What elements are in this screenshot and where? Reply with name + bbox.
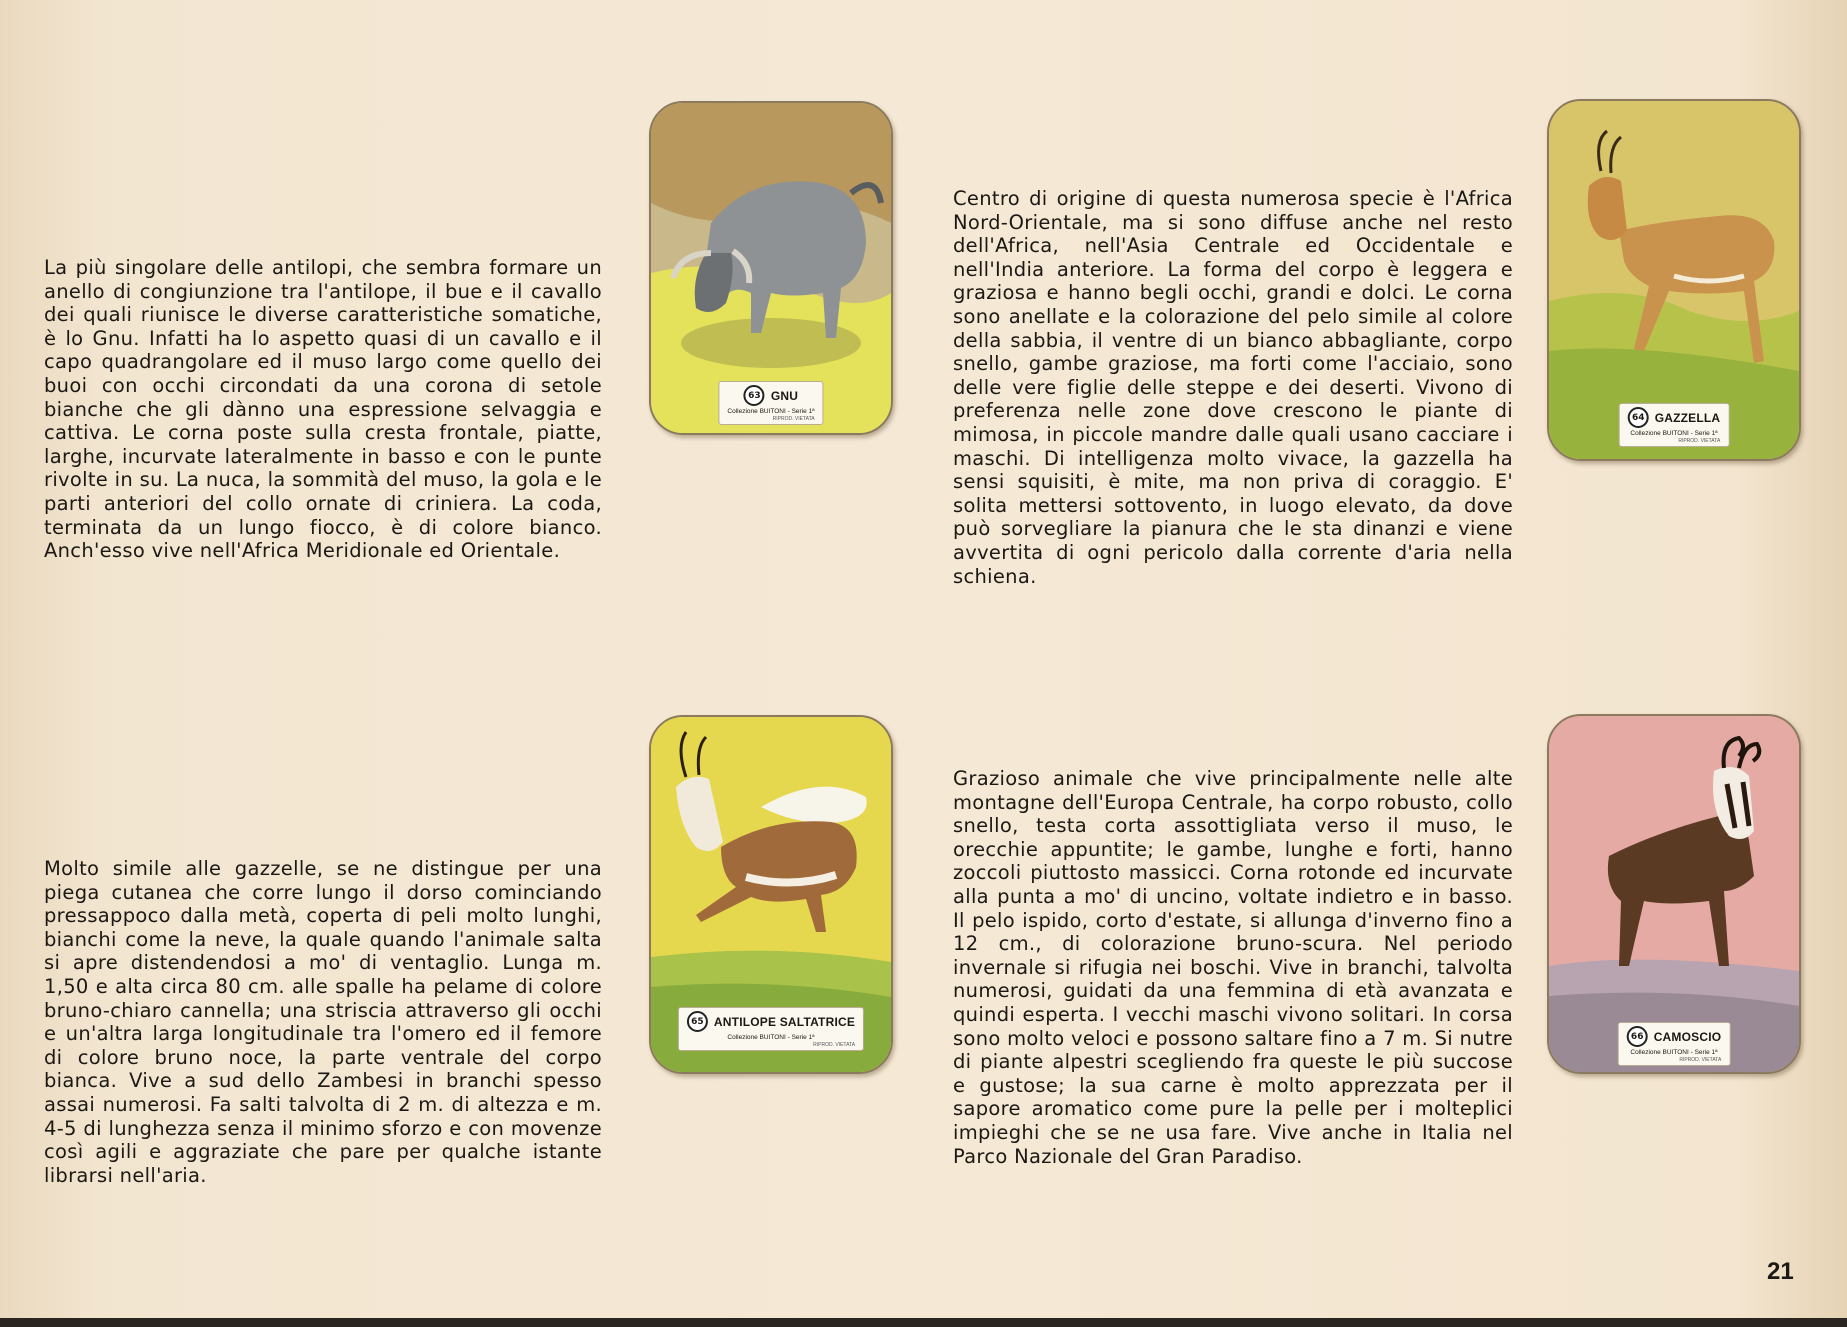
card-printer: RIPROD. VIETATA	[813, 1042, 856, 1048]
camoscio-card	[1547, 714, 1801, 1074]
gazzella-card	[1547, 99, 1801, 461]
card-name: ANTILOPE SALTATRICE	[713, 1014, 856, 1029]
page-number: 21	[1767, 1258, 1794, 1285]
card-collection: Collezione BUITONI - Serie 1ª	[1630, 430, 1718, 437]
gazzella-description	[953, 187, 1513, 588]
gazzella-paragraph: Centro di origine di questa numerosa specie è l'Africa Nord-Orientale, ma si sono diffuse anche nel resto dell'Africa, nell'Asia Centrale ed Occidentale e nell'India anteriore. La forma del corpo è leggera e graziosa e hanno begli occhi, grandi e dolci. Le corna sono anellate e la colorazione del pelo simile al colore della sabbia, il ventre di un bianco abbagliante, corpo snello, gambe graziose, ma forti come l'acciaio, sono delle vere figlie delle steppe e dei deserti. Vivono di preferenza nelle zone dove crescono le piante di mimosa, in piccole mandre dalle quali usano cacciare i maschi. Di intelligenza molto vivace, la gazzella ha sensi squisiti, è mite, ma non priva di coraggio. E' solita mettersi sottovento, in luogo elevato, da dove può sorvegliare la pianura che le sta dinanzi e viene avvertita di ogni pericolo dalla corrente d'aria nella schiena.	[953, 187, 1513, 588]
antilope-label	[678, 1007, 864, 1051]
card-number-badge: 66	[1627, 1026, 1648, 1047]
antilope-card	[649, 715, 893, 1074]
gazzella-label	[1619, 403, 1730, 447]
gnu-description	[44, 256, 602, 563]
card-name: GNU	[770, 388, 799, 403]
camoscio-paragraph: Grazioso animale che vive principalmente nelle alte montagne dell'Europa Centrale, ha corpo robusto, collo snello, testa corta assottigliata verso il muso, le orecchie appuntite; le gambe, lunghe e forti, hanno zoccoli piuttosto massicci. Corna rotonde ed incurvate alla punta a mo' di uncino, voltate indietro e in basso. Il pelo ispido, corto d'estate, si allunga d'inverno fino a 12 cm., di colorazione bruno-scura. Nel periodo invernale si rifugia nei boschi. Vive in branchi, talvolta numerosi, guidati da una femmina di età avanzata e quindi esperta. I vecchi maschi vivono solitari. In corsa sono molto veloci e possono saltare fino a 7 m. Si nutre di piante alpestri scegliendo fra queste le più succose e gustose; la sua carne è molto apprezzata per il sapore aromatico come pure la pelle per i molteplici impieghi che se ne usa fare. Vive anche in Italia nel Parco Nazionale del Gran Paradiso.	[953, 767, 1513, 1168]
card-number-badge: 63	[744, 385, 765, 406]
page-bottom-edge	[0, 1318, 1847, 1327]
card-printer: RIPROD. VIETATA	[1678, 438, 1721, 444]
card-collection: Collezione BUITONI - Serie 1ª	[727, 1034, 815, 1041]
card-number-badge: 64	[1628, 407, 1649, 428]
gnu-paragraph: La più singolare delle antilopi, che sembra formare un anello di congiunzione tra l'antilope, il bue e il cavallo dei quali riunisce le diverse caratteristiche somatiche, è lo Gnu. Infatti ha lo aspetto quasi di un cavallo e il capo quadrangolare ed il muso largo come quello dei buoi con occhi circondati da una corona di setole bianche che gli dànno una espressione selvaggia e cattiva. Le corna poste sulla cresta frontale, piatte, larghe, incurvate lateralmente in basso e con le punte rivolte in su. La nuca, la sommità del muso, la gola e le parti anteriori del collo ornate di criniera. La coda, terminata da un lungo fiocco, è di colore bianco. Anch'esso vive nell'Africa Meridionale ed Orientale.	[44, 256, 602, 563]
card-number-badge: 65	[687, 1011, 708, 1032]
antilope-description	[44, 857, 602, 1187]
card-printer: RIPROD. VIETATA	[772, 416, 815, 422]
camoscio-label	[1618, 1022, 1731, 1066]
card-name: CAMOSCIO	[1653, 1029, 1722, 1044]
card-printer: RIPROD. VIETATA	[1679, 1057, 1722, 1063]
camoscio-description	[953, 767, 1513, 1168]
card-collection: Collezione BUITONI - Serie 1ª	[727, 408, 815, 415]
card-collection: Collezione BUITONI - Serie 1ª	[1630, 1049, 1718, 1056]
gnu-card	[649, 101, 893, 435]
gnu-label	[718, 381, 823, 425]
antilope-paragraph: Molto simile alle gazzelle, se ne distingue per una piega cutanea che corre lungo il dorso cominciando pressappoco dalla metà, coperta di peli molto lunghi, bianchi come la neve, la quale quando l'animale salta si apre distendendosi a mo' di ventaglio. Lunga m. 1,50 e alta circa 80 cm. alle spalle ha pelame di colore bruno-chiaro cannella; una striscia attraverso gli occhi e un'altra larga longitudinale tra l'omero ed il femore di colore bruno noce, la parte ventrale del corpo bianca. Vive a sud dello Zambesi in branchi spesso assai numerosi. Fa salti talvolta di 2 m. di altezza e m. 4-5 di lunghezza senza il minimo sforzo e con movenze così agili e aggraziate che pare per qualche istante librarsi nell'aria.	[44, 857, 602, 1187]
card-name: GAZZELLA	[1654, 410, 1721, 425]
camoscio-illustration	[1549, 716, 1799, 1072]
